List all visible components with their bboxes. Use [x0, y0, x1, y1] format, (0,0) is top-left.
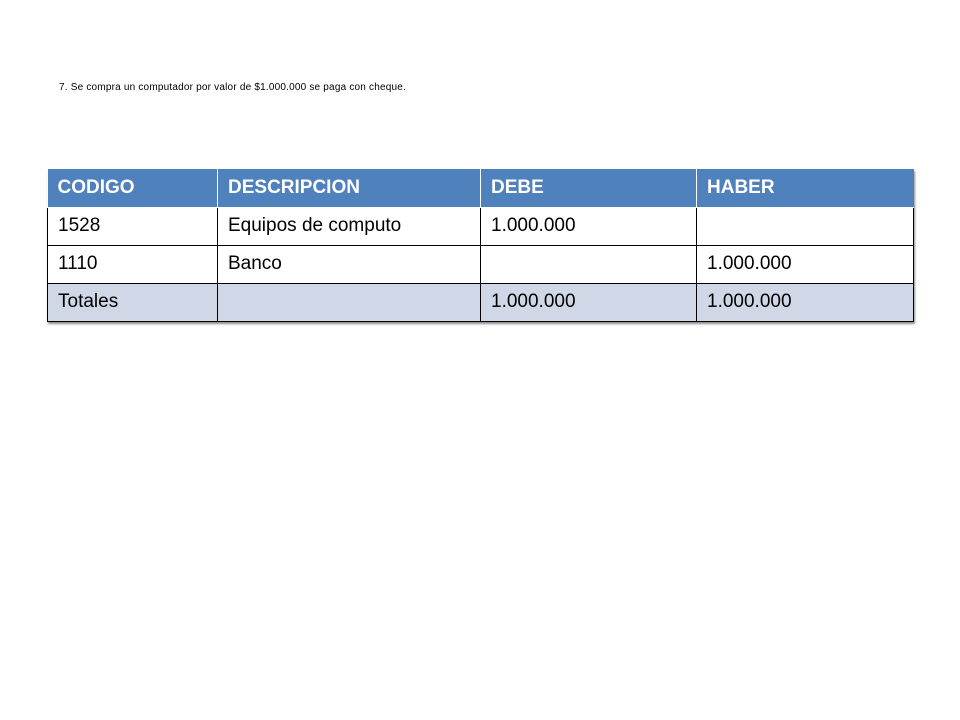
table-row — [48, 207, 914, 245]
header-haber: HABER — [697, 169, 914, 207]
totals-row — [48, 283, 914, 321]
cell-haber: 1.000.000 — [697, 245, 914, 283]
table-header-row — [48, 169, 914, 207]
cell-debe — [481, 245, 697, 283]
totals-label: Totales — [48, 283, 218, 321]
cell-debe: 1.000.000 — [481, 207, 697, 245]
totals-debe: 1.000.000 — [481, 283, 697, 321]
cell-codigo: 1110 — [48, 245, 218, 283]
cell-descripcion: Banco — [218, 245, 481, 283]
totals-descripcion — [218, 283, 481, 321]
exercise-caption: 7. Se compra un computador por valor de $1.000.000 se paga con cheque. — [59, 82, 407, 93]
table-row — [48, 245, 914, 283]
header-debe: DEBE — [481, 169, 697, 207]
cell-haber — [697, 207, 914, 245]
cell-codigo: 1528 — [48, 207, 218, 245]
cell-descripcion: Equipos de computo — [218, 207, 481, 245]
journal-entry-table — [47, 169, 914, 322]
header-codigo: CODIGO — [48, 169, 218, 207]
totals-haber: 1.000.000 — [697, 283, 914, 321]
header-descripcion: DESCRIPCION — [218, 169, 481, 207]
